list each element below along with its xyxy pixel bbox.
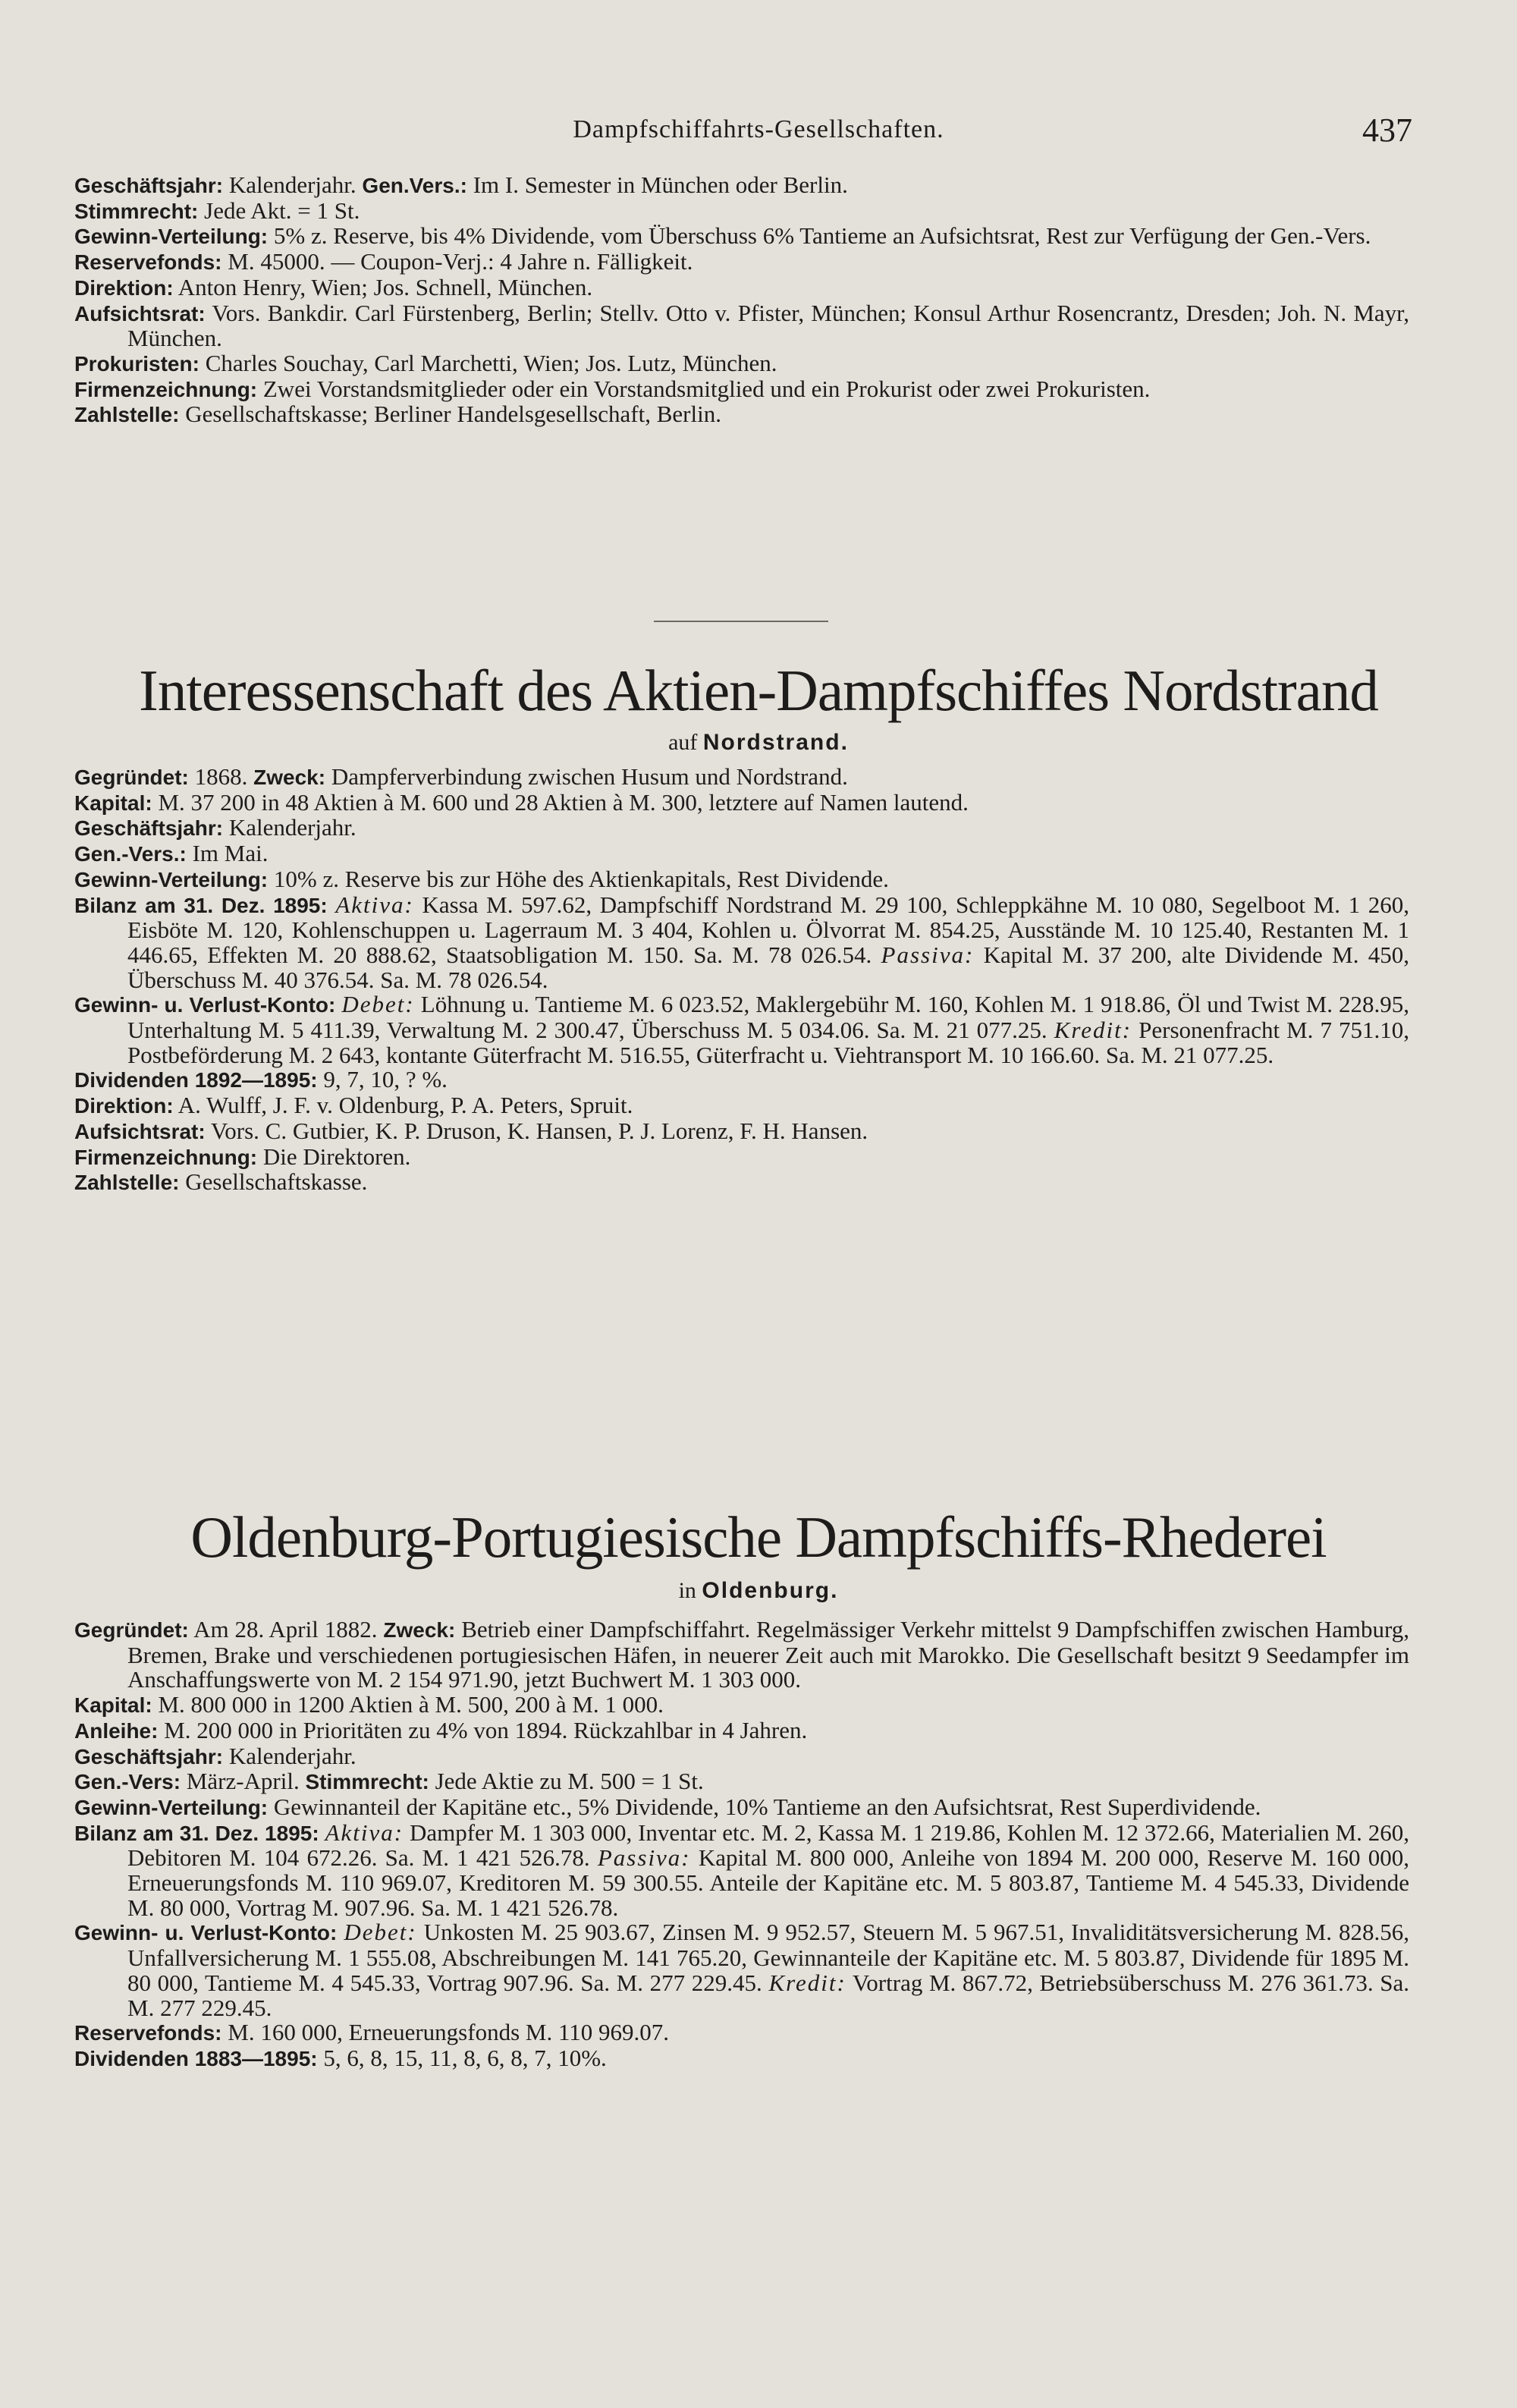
entry-oldenburg — [74, 1617, 1409, 2072]
field-key: Reservefonds: — [74, 250, 222, 275]
entry-continued — [74, 173, 1409, 428]
field-key: Geschäftsjahr: — [74, 816, 224, 841]
section-title-nordstrand: Interessenschaft des Aktien-Dampfschiffes Nordstrand — [139, 658, 1378, 723]
running-title: Dampfschiffahrts-Gesellschaften. — [573, 115, 944, 143]
field-text — [319, 1819, 325, 1846]
account-label: Debet: — [344, 1919, 417, 1946]
field-key: Zahlstelle: — [74, 403, 180, 427]
field-text: Die Direktoren. — [257, 1143, 411, 1170]
field-text: März-April. — [181, 1768, 306, 1795]
field-key: Gen.-Vers.: — [74, 842, 187, 866]
paragraph — [74, 893, 1409, 993]
field-key: Stimmrecht: — [305, 1770, 429, 1794]
field-text: Kalenderjahr. — [223, 1742, 356, 1769]
field-text: A. Wulff, J. F. v. Oldenburg, P. A. Peters, Spruit. — [173, 1092, 633, 1119]
field-key: Gegründet: — [74, 765, 189, 789]
paragraph — [74, 275, 1409, 301]
field-text: Zwei Vorstandsmitglieder oder ein Vorstandsmitglied und ein Prokurist oder zwei Prokuristen. — [257, 375, 1151, 402]
field-key: Bilanz am 31. Dez. 1895: — [74, 893, 328, 917]
field-key: Direktion: — [74, 1094, 174, 1118]
field-key: Gen.-Vers: — [74, 1770, 181, 1794]
field-text: 10% z. Reserve bis zur Höhe des Aktienkapitals, Rest Dividende. — [268, 865, 889, 892]
field-text: Dampferverbindung zwischen Husum und Nordstrand. — [325, 763, 848, 790]
account-label: Aktiva: — [335, 891, 414, 918]
field-key: Geschäftsjahr: — [74, 1744, 224, 1768]
paragraph — [74, 1170, 1409, 1196]
field-key: Zweck: — [253, 765, 326, 789]
field-text: Charles Souchay, Carl Marchetti, Wien; Jos. Lutz, München. — [199, 349, 777, 376]
paragraph — [74, 1145, 1409, 1171]
paragraph — [74, 402, 1409, 428]
field-key: Reservefonds: — [74, 2021, 222, 2045]
field-key: Kapital: — [74, 791, 152, 815]
field-key: Dividenden 1883—1895: — [74, 2046, 318, 2070]
field-text: Jede Aktie zu M. 500 = 1 St. — [429, 1768, 704, 1795]
field-text: Dampfer M. 1 303 000, Inventar etc. M. 2, Kassa M. 1 219.86, Kohlen M. 12 372.66, Materialien M. 260, Debitoren M. 104 672.26. Sa. M. 1 421 526.78. — [127, 1819, 1410, 1872]
field-key: Firmenzeichnung: — [74, 377, 258, 401]
field-key: Gewinn-Verteilung: — [74, 225, 269, 249]
field-key: Zahlstelle: — [74, 1171, 180, 1195]
field-text: Kalenderjahr. — [223, 814, 356, 841]
section-title-oldenburg: Oldenburg-Portugiesische Dampfschiffs-Rhederei — [190, 1504, 1327, 1570]
running-head — [0, 112, 1517, 153]
field-text: 9, 7, 10, ? %. — [317, 1066, 448, 1093]
paragraph — [74, 1795, 1409, 1821]
field-text: Am 28. April 1882. — [188, 1616, 384, 1643]
field-text: Jede Akt. = 1 St. — [198, 196, 360, 224]
paragraph — [74, 1693, 1409, 1718]
field-text: M. 800 000 in 1200 Aktien à M. 500, 200 à M. 1 000. — [152, 1691, 664, 1718]
field-key: Dividenden 1892—1895: — [74, 1068, 318, 1092]
field-key: Geschäftsjahr: — [74, 174, 224, 197]
field-key: Stimmrecht: — [74, 199, 199, 223]
paragraph — [74, 301, 1409, 351]
location-name: Oldenburg. — [702, 1578, 839, 1603]
field-text: Betrieb einer Dampfschiffahrt. Regelmässiger Verkehr mittelst 9 Dampfschiffen zwischen Hamburg, Bremen, Brake und verschiedenen portugiesischen Häfen, in neuerer Zeit auch mit Marokko. Die Gesellschaft besitzt 9 Seedampfer im Anschaffungswerte von M. 2 154 971.90, jetzt Buchwert M. 1 303 000. — [127, 1616, 1409, 1693]
field-text: Anton Henry, Wien; Jos. Schnell, München. — [173, 273, 593, 300]
field-text: Im I. Semester in München oder Berlin. — [466, 171, 848, 198]
paragraph — [74, 1769, 1409, 1795]
location-prefix: auf — [668, 730, 703, 755]
paragraph — [74, 196, 1409, 225]
section-location-oldenburg — [0, 1578, 1517, 1604]
paragraph — [74, 2046, 1409, 2072]
field-key: Aufsichtsrat: — [74, 301, 206, 325]
field-key: Direktion: — [74, 275, 174, 300]
field-key: Prokuristen: — [74, 351, 199, 376]
paragraph — [74, 765, 1409, 791]
field-key: Gewinn-Verteilung: — [74, 867, 269, 891]
paragraph — [74, 1093, 1409, 1119]
field-text — [328, 891, 336, 918]
field-key: Zweck: — [383, 1618, 456, 1642]
account-label: Kredit: — [1054, 1017, 1132, 1044]
account-label: Passiva: — [597, 1844, 691, 1872]
field-text: M. 200 000 in Prioritäten zu 4% von 1894. Rückzahlbar in 4 Jahren. — [158, 1716, 808, 1743]
field-key: Bilanz am 31. Dez. 1895: — [74, 1821, 319, 1845]
field-key: Kapital: — [74, 1693, 152, 1718]
field-text: Personenfracht M. 7 751.10, Postbeförderung M. 2 643, kontante Güterfracht M. 516.55, Güterfracht u. Viehtransport M. 10 166.60. Sa. M. 21 077.25. — [127, 1017, 1409, 1068]
field-text: Kassa M. 597.62, Dampfschiff Nordstrand M. 29 100, Schleppkähne M. 10 080, Segelboot M. 1 260, Eisböte M. 120, Kohlenschuppen u. Lagerraum M. 3 404, Kohlen u. Ölvorrat M. 854.25, Ausstände M. 10 125.40, Restanten M. 1 446.65, Effekten M. 20 888.62, Staatsobligation M. 150. Sa. M. 78 026.54. — [127, 891, 1410, 968]
location-prefix: in — [678, 1578, 702, 1603]
field-text: 5, 6, 8, 15, 11, 8, 6, 8, 7, 10%. — [317, 2044, 607, 2071]
paragraph — [74, 1821, 1409, 1921]
paragraph — [74, 1119, 1409, 1145]
field-text: Gesellschaftskasse; Berliner Handelsgesellschaft, Berlin. — [179, 401, 721, 428]
field-text: 5% z. Reserve, bis 4% Dividende, vom Überschuss 6% Tantieme an Aufsichtsrat, Rest zur Verfügung der Gen.-Vers. — [268, 222, 1371, 250]
section-divider — [654, 621, 828, 622]
paragraph — [74, 351, 1409, 377]
field-text: Kalenderjahr. — [223, 171, 363, 198]
field-text: Vors. C. Gutbier, K. P. Druson, K. Hansen, P. J. Lorenz, F. H. Hansen. — [205, 1117, 868, 1144]
account-label: Passiva: — [881, 941, 975, 968]
field-text: Gewinnanteil der Kapitäne etc., 5% Dividende, 10% Tantieme an den Aufsichtsrat, Rest Superdividende. — [268, 1793, 1261, 1820]
page-number: 437 — [1362, 112, 1412, 149]
field-text: Vors. Bankdir. Carl Fürstenberg, Berlin; Stellv. Otto v. Pfister, München; Konsul Arthur Rosencrantz, Dresden; Joh. N. Mayr, München. — [127, 299, 1409, 352]
paragraph — [74, 992, 1409, 1067]
section-location-nordstrand — [0, 730, 1517, 756]
location-name: Nordstrand. — [702, 730, 849, 755]
paragraph — [74, 841, 1409, 867]
paragraph — [74, 1744, 1409, 1770]
paragraph — [74, 816, 1409, 841]
field-key: Gewinn-Verteilung: — [74, 1795, 269, 1819]
field-key: Aufsichtsrat: — [74, 1119, 206, 1143]
field-text: M. 45000. — Coupon-Verj.: 4 Jahre n. Fälligkeit. — [221, 248, 693, 275]
paragraph — [74, 2020, 1409, 2046]
field-key: Firmenzeichnung: — [74, 1145, 258, 1169]
field-text: M. 37 200 in 48 Aktien à M. 600 und 28 Aktien à M. 300, letztere auf Namen lautend. — [152, 788, 969, 816]
field-text: Gesellschaftskasse. — [179, 1168, 368, 1196]
field-text: 1868. — [188, 763, 254, 790]
paragraph — [74, 867, 1409, 893]
paragraph — [74, 1617, 1409, 1693]
account-label: Aktiva: — [325, 1819, 404, 1846]
paragraph — [74, 173, 1409, 199]
field-text: Kapital M. 800 000, Anleihe von 1894 M. 200 000, Reserve M. 160 000, Erneuerungsfonds M. 110 969.07, Kreditoren M. 59 300.55. Anteile der Kapitäne etc. M. 5 803.87, Tantieme M. 4 545.33, Dividende M. 80 000, Vortrag M. 907.96. Sa. M. 1 421 526.78. — [127, 1844, 1409, 1921]
paragraph — [74, 1718, 1409, 1744]
field-text: M. 160 000, Erneuerungsfonds M. 110 969.07. — [221, 2019, 670, 2046]
paragraph — [74, 250, 1409, 275]
paragraph — [74, 788, 1409, 816]
account-label: Debet: — [341, 991, 415, 1018]
field-key: Gewinn- u. Verlust-Konto: — [74, 993, 336, 1017]
field-key: Gegründet: — [74, 1618, 189, 1642]
paragraph — [74, 377, 1409, 403]
field-key: Anleihe: — [74, 1718, 159, 1743]
paragraph — [74, 1067, 1409, 1093]
entry-nordstrand — [74, 765, 1409, 1196]
field-text: Unkosten M. 25 903.67, Zinsen M. 9 952.57, Steuern M. 5 967.51, Invaliditätsversicherung M. 828.56, Unfallversicherung M. 1 555.08, Abschreibungen M. 141 765.20, Gewinnanteile der Kapitäne etc. M. 5 803.87, Dividende für 1895 M. 80 000, Tantieme M. 4 545.33, Vortrag 907.96. Sa. M. 277 229.45. — [127, 1919, 1410, 1996]
field-key: Gen.Vers.: — [362, 174, 467, 197]
field-text: Löhnung u. Tantieme M. 6 023.52, Maklergebühr M. 160, Kohlen M. 1 918.86, Öl und Twist M. 228.95, Unterhaltung M. 5 411.39, Verwaltung M. 2 300.47, Überschuss M. 5 034.06. Sa. M. 21 077.25. — [127, 991, 1410, 1044]
paragraph — [74, 1920, 1409, 2020]
paragraph — [74, 224, 1409, 250]
field-key: Gewinn- u. Verlust-Konto: — [74, 1921, 338, 1945]
field-text: Im Mai. — [186, 840, 269, 867]
account-label: Kredit: — [768, 1969, 846, 1996]
field-text: Kapital M. 37 200, alte Dividende M. 450, Überschuss M. 40 376.54. Sa. M. 78 026.54. — [127, 941, 1409, 993]
field-text: Vortrag M. 867.72, Betriebsüberschuss M. 276 361.73. Sa. M. 277 229.45. — [127, 1969, 1409, 2021]
